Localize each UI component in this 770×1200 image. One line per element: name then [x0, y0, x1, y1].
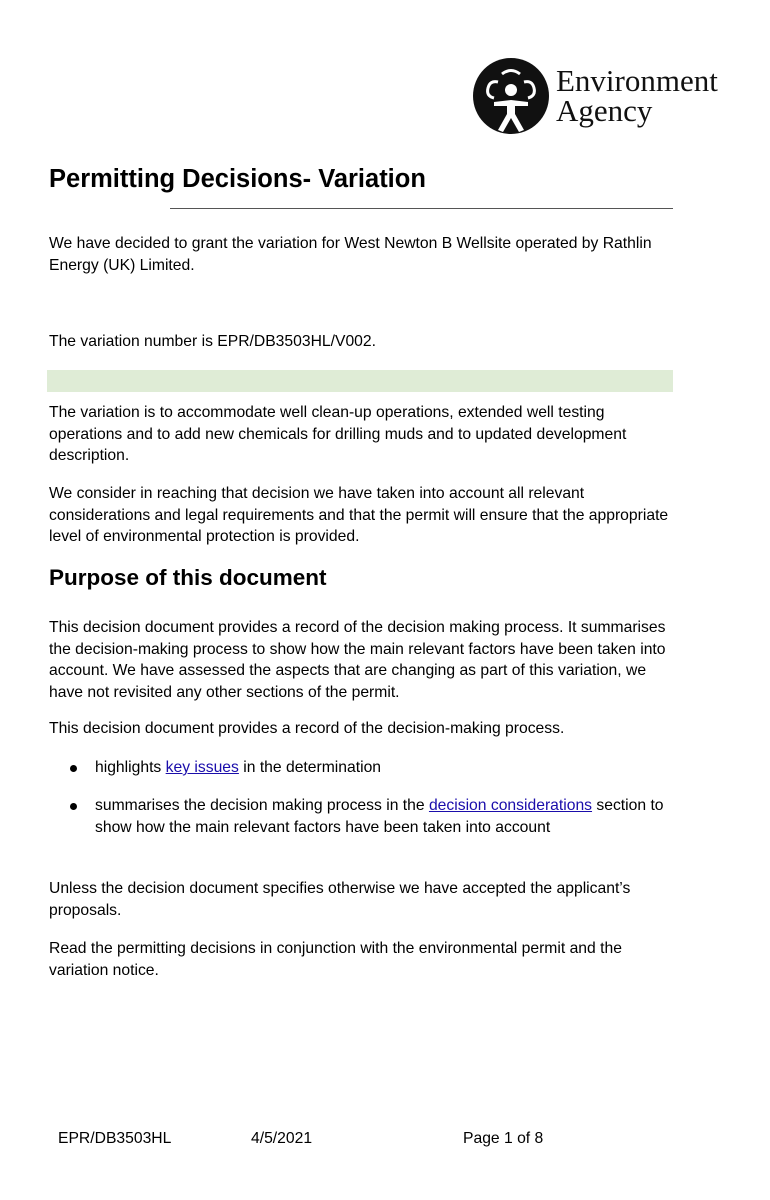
logo-line-1: Environment	[556, 63, 718, 98]
bullet-text: highlights	[95, 759, 166, 776]
variation-number: The variation number is EPR/DB3503HL/V002.	[49, 333, 376, 350]
bullet-item-decision-considerations	[95, 795, 675, 838]
record-paragraph-1: This decision document provides a record of the decision making process. It summarises the decision-making process to show how the main relevant factors have been taken into account. We have assessed the aspects that are changing as part of this variation, we have not revisited any other sections of the permit.	[49, 619, 666, 701]
bullet-dot	[70, 765, 77, 772]
key-issues-link[interactable]: key issues	[165, 759, 239, 776]
page-title: Permitting Decisions- Variation	[49, 165, 426, 193]
variation-purpose-paragraph: The variation is to accommodate well clean-up operations, extended well testing operations and to add new chemicals for drilling muds and to updated development description.	[49, 404, 627, 464]
bullet-text: in the determination	[238, 759, 382, 776]
purpose-heading: Purpose of this document	[49, 565, 327, 590]
title-divider	[170, 208, 673, 209]
consider-paragraph: We consider in reaching that decision we have taken into account all relevant considerations and legal requirements and that the permit will ensure that the appropriate level of environmental protection is provided.	[49, 485, 669, 545]
intro-paragraph: We have decided to grant the variation for West Newton B Wellsite operated by Rathlin Energy (UK) Limited.	[49, 235, 652, 274]
decision-considerations-link[interactable]: decision considerations	[428, 797, 593, 814]
record-paragraph-2: This decision document provides a record of the decision-making process.	[49, 720, 565, 737]
logo-wordmark	[556, 63, 718, 128]
tree-person-icon	[472, 56, 550, 138]
read-paragraph: Read the permitting decisions in conjunction with the environmental permit and the variation notice.	[49, 940, 622, 979]
environment-agency-logo	[472, 56, 762, 140]
bullet-dot	[70, 803, 77, 810]
bullet-item-key-issues	[95, 757, 675, 779]
bullet-text: summarises the decision making process in the	[95, 797, 429, 814]
highlight-bar	[47, 370, 673, 392]
bullet-text: section to show how the main relevant factors have been taken into account	[95, 797, 664, 836]
footer-page-number: Page 1 of 8	[463, 1130, 544, 1147]
footer-date: 4/5/2021	[251, 1130, 313, 1147]
footer-reference: EPR/DB3503HL	[58, 1130, 172, 1147]
logo-line-2: Agency	[556, 93, 653, 128]
unless-paragraph: Unless the decision document specifies otherwise we have accepted the applicant’s proposals.	[49, 880, 631, 919]
